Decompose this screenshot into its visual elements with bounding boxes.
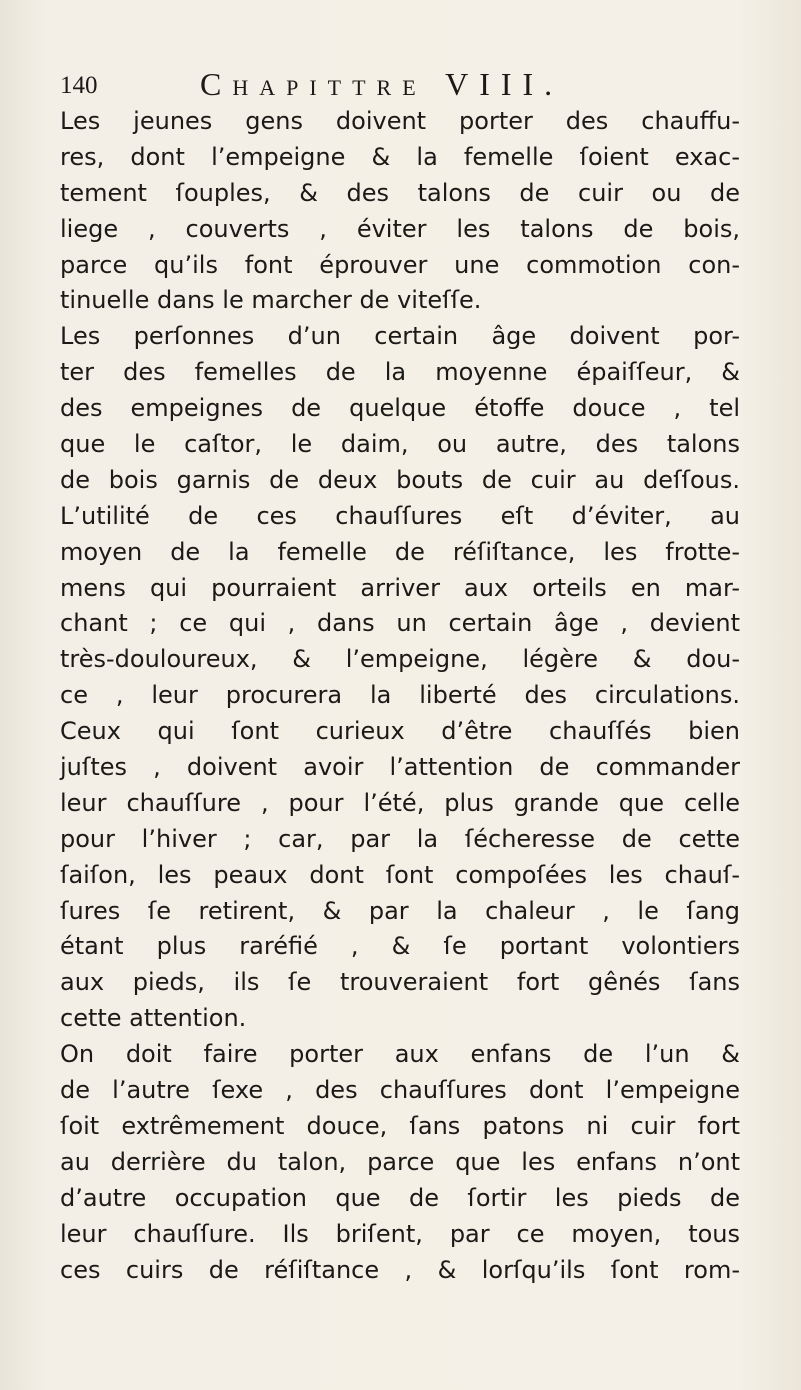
text-line: chant ; ce qui , dans un certain âge , devient — [60, 609, 740, 638]
text-line: moyen de la femelle de réſiſtance, les frotte- — [60, 537, 740, 566]
text-line: ſoit extrêmement douce, ſans patons ni cuir fort — [60, 1111, 740, 1140]
text-line: étant plus raréfié , & ſe portant volontiers — [60, 932, 740, 961]
text-line: que le caſtor, le daim, ou autre, des talons — [60, 430, 740, 459]
text-line: ſures ſe retirent, & par la chaleur , le ſang — [60, 896, 740, 925]
text-line: très-douloureux, & l’empeigne, légère & dou- — [60, 645, 740, 674]
text-line: Les jeunes gens doivent porter des chauffu- — [60, 107, 740, 135]
text-line: liege , couverts , éviter les talons de bois, — [60, 214, 740, 243]
text-line: mens qui pourraient arriver aux orteils en mar- — [60, 573, 740, 602]
text-line: au derrière du talon, parce que les enfans n’ont — [60, 1147, 740, 1176]
text-line: de l’autre ſexe , des chauſſures dont l’empeigne — [60, 1076, 740, 1105]
text-line: juſtes , doivent avoir l’attention de commander — [60, 753, 740, 782]
text-line: aux pieds, ils ſe trouveraient fort gênés ſans — [60, 968, 740, 997]
text-line: tinuelle dans le marcher de viteſſe. — [60, 286, 482, 315]
text-line: cette attention. — [60, 1004, 247, 1033]
text-line: leur chauſſure , pour l’été, plus grande que celle — [60, 788, 740, 817]
text-line: res, dont l’empeigne & la femelle ſoient exac- — [60, 142, 740, 171]
text-line: pour l’hiver ; car, par la ſécheresse de cette — [60, 824, 740, 853]
chapter-title: Chapittre VIII. — [200, 66, 564, 102]
running-header — [60, 66, 760, 106]
body-text — [60, 104, 740, 1288]
text-line: L’utilité de ces chauſſures eſt d’éviter, au — [60, 501, 740, 530]
text-line: tement ſouples, & des talons de cuir ou de — [60, 178, 740, 207]
text-line: ces cuirs de réſiſtance , & lorſqu’ils ſont rom- — [60, 1255, 740, 1284]
text-line: ce , leur procurera la liberté des circulations. — [60, 681, 740, 710]
text-line: des empeignes de quelque étoffe douce , tel — [60, 394, 740, 423]
text-line: ter des femelles de la moyenne épaiſſeur, & — [60, 358, 740, 387]
text-line: Les perſonnes d’un certain âge doivent por- — [60, 322, 740, 351]
page-number: 140 — [60, 72, 98, 99]
text-line: de bois garnis de deux bouts de cuir au deſſous. — [60, 465, 740, 494]
text-line: leur chauſſure. Ils briſent, par ce moyen, tous — [60, 1219, 740, 1248]
text-line: d’autre occupation que de ſortir les pieds de — [60, 1183, 740, 1212]
text-line: ſaiſon, les peaux dont ſont compoſées les chauſ- — [60, 860, 740, 889]
text-line: Ceux qui ſont curieux d’être chauſſés bien — [60, 717, 740, 746]
text-line: parce qu’ils font éprouver une commotion con- — [60, 250, 740, 279]
text-line: On doit faire porter aux enfans de l’un & — [60, 1040, 740, 1069]
